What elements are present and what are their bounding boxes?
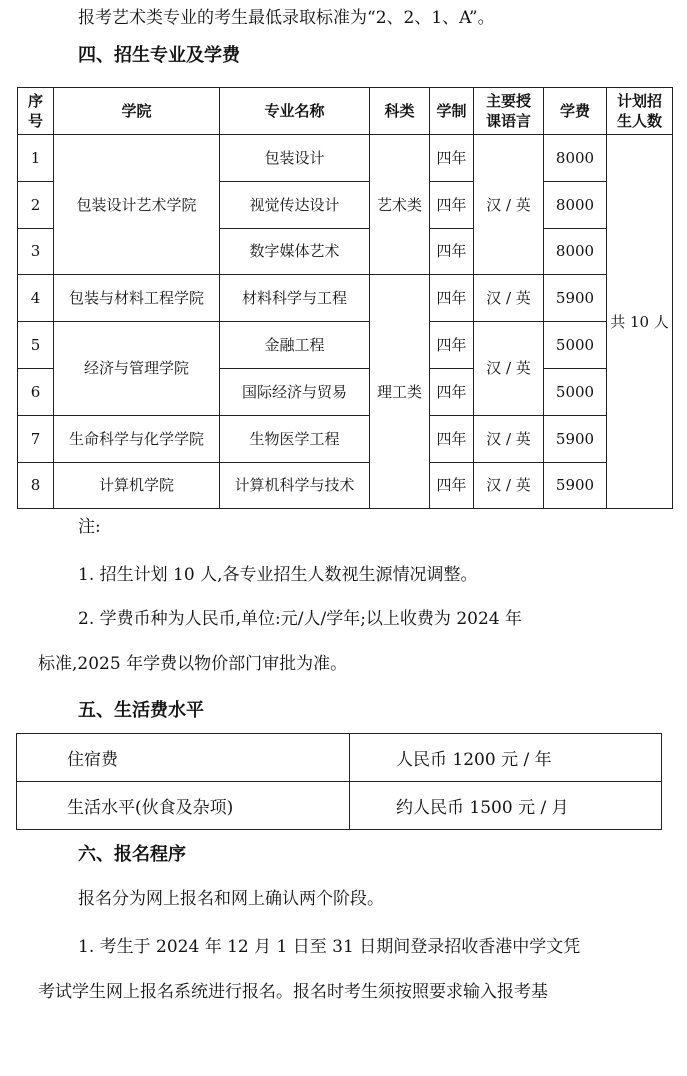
table-row xyxy=(17,782,662,830)
category-cell: 艺术类 xyxy=(370,135,430,275)
header-duration: 学制 xyxy=(430,88,474,135)
notes-label: 注: xyxy=(78,517,101,537)
college-cell: 经济与管理学院 xyxy=(54,322,220,416)
table-row xyxy=(17,734,662,782)
fee-cell: 5000 xyxy=(544,368,607,415)
duration-cell: 四年 xyxy=(430,322,474,369)
table-row xyxy=(18,275,673,322)
duration-cell: 四年 xyxy=(430,181,474,228)
header-category: 科类 xyxy=(370,88,430,135)
majors-table xyxy=(17,87,673,509)
fee-cell: 5900 xyxy=(544,462,607,509)
language-cell: 汉 / 英 xyxy=(474,275,544,322)
major-cell: 包装设计 xyxy=(220,135,370,182)
living-cost-table xyxy=(16,733,662,830)
college-cell: 计算机学院 xyxy=(54,462,220,509)
header-seq: 序 号 xyxy=(18,88,54,135)
header-plan: 计划招 生人数 xyxy=(607,88,673,135)
table-row xyxy=(18,322,673,369)
plan-cell: 共 10 人 xyxy=(607,135,673,509)
language-cell: 汉 / 英 xyxy=(474,462,544,509)
seq-cell: 3 xyxy=(18,228,54,275)
seq-cell: 1 xyxy=(18,135,54,182)
living-item-cell: 住宿费 xyxy=(17,734,350,782)
college-cell: 包装与材料工程学院 xyxy=(54,275,220,322)
major-cell: 计算机科学与技术 xyxy=(220,462,370,509)
college-cell: 生命科学与化学学院 xyxy=(54,415,220,462)
procedure-step-1-line-2: 考试学生网上报名系统进行报名。报名时考生须按照要求输入报考基 xyxy=(38,982,548,1002)
major-cell: 数字媒体艺术 xyxy=(220,228,370,275)
note-item-2-line-1: 2. 学费币种为人民币,单位:元/人/学年;以上收费为 2024 年 xyxy=(78,609,523,629)
header-major: 专业名称 xyxy=(220,88,370,135)
section-4-title: 四、招生专业及学费 xyxy=(78,45,240,66)
fee-cell: 5900 xyxy=(544,275,607,322)
seq-cell: 8 xyxy=(18,462,54,509)
seq-cell: 2 xyxy=(18,181,54,228)
living-value-cell: 约人民币 1500 元 / 月 xyxy=(350,782,662,830)
section-5-title: 五、生活费水平 xyxy=(78,700,204,721)
section-6-title: 六、报名程序 xyxy=(78,844,186,865)
seq-cell: 6 xyxy=(18,368,54,415)
seq-cell: 5 xyxy=(18,322,54,369)
intro-line: 报考艺术类专业的考生最低录取标准为“2、2、1、A”。 xyxy=(78,8,495,28)
category-cell: 理工类 xyxy=(370,275,430,509)
header-language: 主要授 课语言 xyxy=(474,88,544,135)
table-header-row xyxy=(18,88,673,135)
duration-cell: 四年 xyxy=(430,275,474,322)
header-college: 学院 xyxy=(54,88,220,135)
college-cell: 包装设计艺术学院 xyxy=(54,135,220,275)
major-cell: 视觉传达设计 xyxy=(220,181,370,228)
living-item-cell: 生活水平(伙食及杂项) xyxy=(17,782,350,830)
duration-cell: 四年 xyxy=(430,135,474,182)
seq-cell: 7 xyxy=(18,415,54,462)
major-cell: 生物医学工程 xyxy=(220,415,370,462)
duration-cell: 四年 xyxy=(430,228,474,275)
fee-cell: 5900 xyxy=(544,415,607,462)
procedure-step-1-line-1: 1. 考生于 2024 年 12 月 1 日至 31 日期间登录招收香港中学文凭 xyxy=(78,937,581,957)
fee-cell: 8000 xyxy=(544,135,607,182)
fee-cell: 8000 xyxy=(544,181,607,228)
table-row xyxy=(18,135,673,182)
language-cell: 汉 / 英 xyxy=(474,135,544,275)
fee-cell: 8000 xyxy=(544,228,607,275)
seq-cell: 4 xyxy=(18,275,54,322)
table-row xyxy=(18,415,673,462)
duration-cell: 四年 xyxy=(430,368,474,415)
living-value-cell: 人民币 1200 元 / 年 xyxy=(350,734,662,782)
header-fee: 学费 xyxy=(544,88,607,135)
note-item-2-line-2: 标准,2025 年学费以物价部门审批为准。 xyxy=(38,654,348,674)
duration-cell: 四年 xyxy=(430,462,474,509)
major-cell: 材料科学与工程 xyxy=(220,275,370,322)
language-cell: 汉 / 英 xyxy=(474,322,544,416)
major-cell: 金融工程 xyxy=(220,322,370,369)
table-row xyxy=(18,462,673,509)
major-cell: 国际经济与贸易 xyxy=(220,368,370,415)
procedure-intro: 报名分为网上报名和网上确认两个阶段。 xyxy=(78,889,384,909)
language-cell: 汉 / 英 xyxy=(474,415,544,462)
note-item-1: 1. 招生计划 10 人,各专业招生人数视生源情况调整。 xyxy=(78,565,478,585)
fee-cell: 5000 xyxy=(544,322,607,369)
duration-cell: 四年 xyxy=(430,415,474,462)
